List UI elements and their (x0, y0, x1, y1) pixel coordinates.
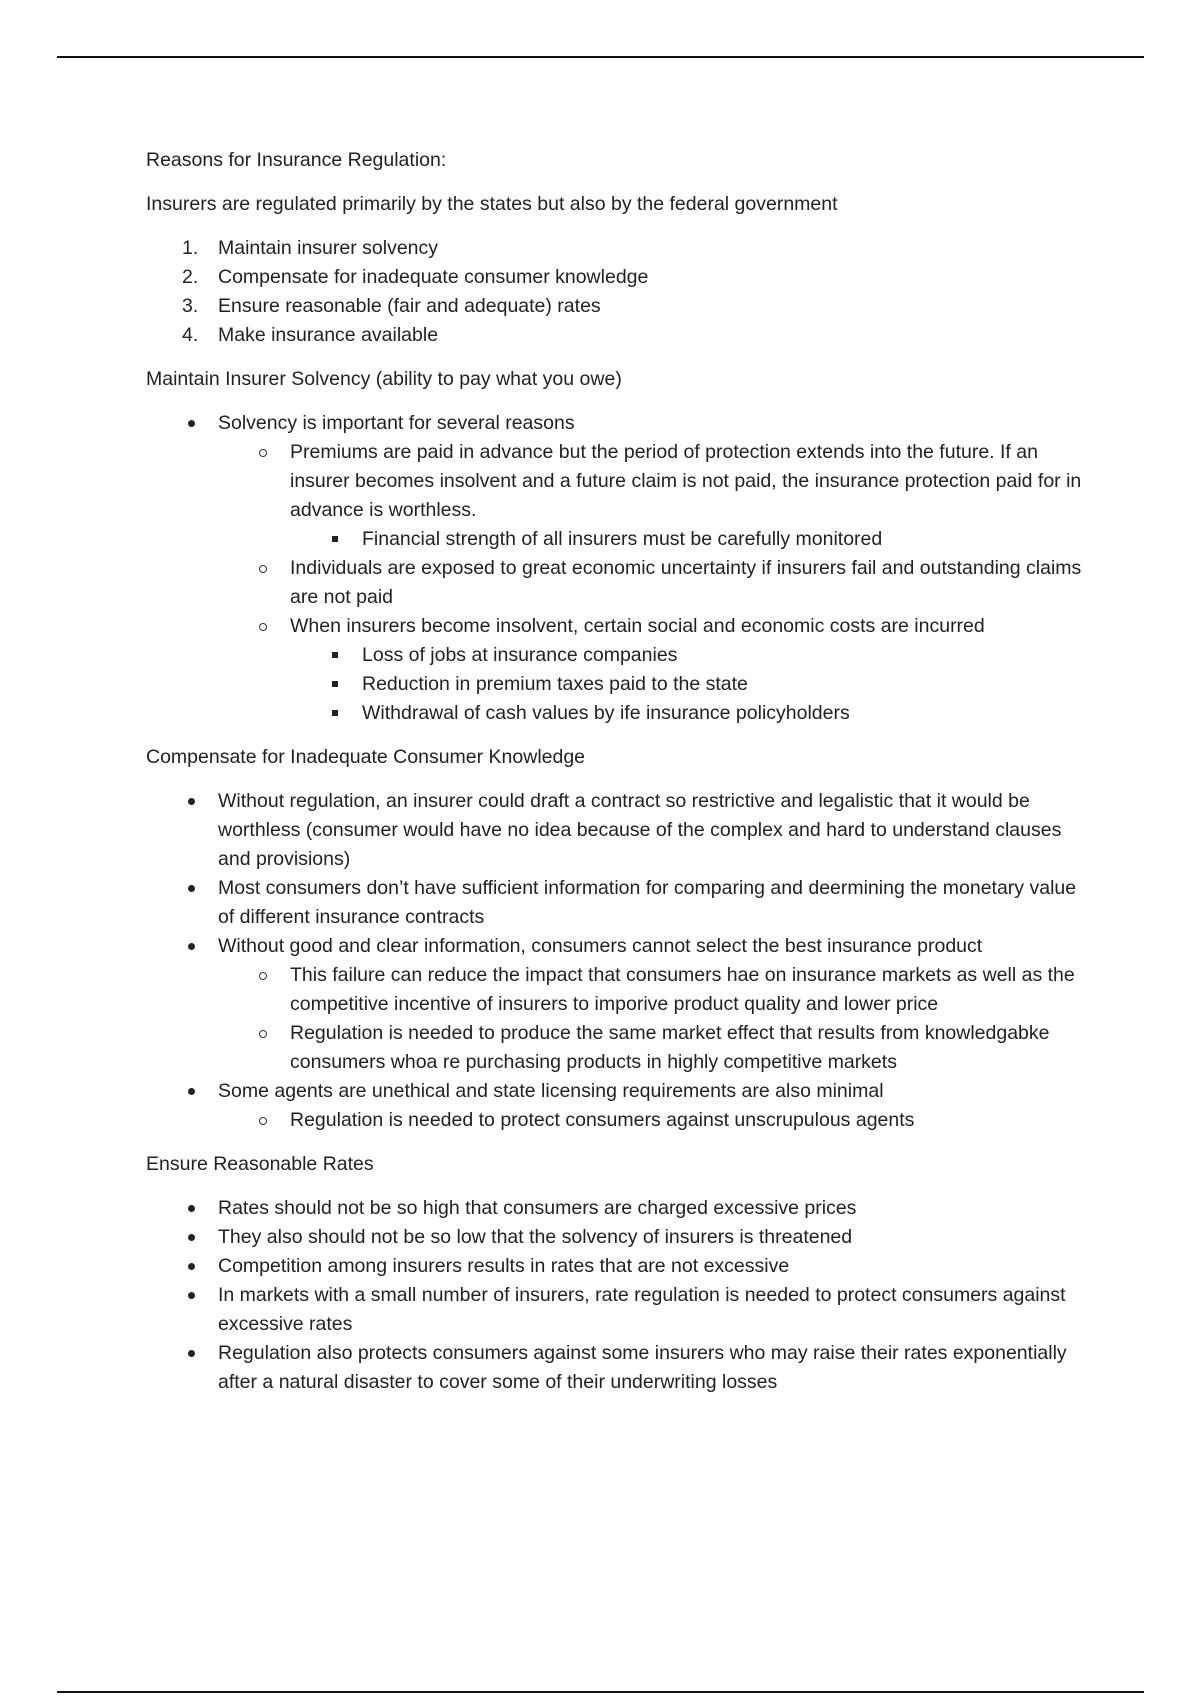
list-item-text: Regulation is needed to protect consumers against unscrupulous agents (290, 1109, 915, 1131)
list-item-text: Without good and clear information, consumers cannot select the best insurance product (218, 935, 983, 957)
list-item-text: Rates should not be so high that consumers are charged excessive prices (218, 1197, 857, 1219)
list-item-text: Ensure reasonable (fair and adequate) rates (218, 295, 601, 317)
section-heading-knowledge: Compensate for Inadequate Consumer Knowledge (146, 746, 586, 768)
list-item (290, 641, 1086, 670)
list-item-text: Maintain insurer solvency (218, 237, 439, 259)
list-item (218, 961, 1086, 1019)
list-item-text: Compensate for inadequate consumer knowledge (218, 266, 649, 288)
list-item (290, 525, 1086, 554)
list-item-text: Solvency is important for several reasons (218, 412, 575, 434)
list-item-text: Some agents are unethical and state licensing requirements are also minimal (218, 1080, 884, 1102)
bottom-rule (57, 1691, 1144, 1693)
list-item-text: This failure can reduce the impact that consumers hae on insurance markets as well as the competitive incentive of insurers to imporive product quality and lower price (290, 964, 1075, 1015)
list-number: 4. (182, 324, 199, 346)
top-rule (57, 56, 1144, 58)
list-item-text: Premiums are paid in advance but the period of protection extends into the future. If an insurer becomes insolvent and a future claim is not paid, the insurance protection paid for in advance is worthless. (290, 441, 1082, 521)
rates-list (146, 1194, 1086, 1397)
solvency-list (146, 409, 1086, 728)
list-item (146, 1252, 1086, 1281)
list-item (146, 234, 1086, 263)
list-item (218, 1019, 1086, 1077)
list-number: 1. (182, 237, 199, 259)
list-item-text: When insurers become insolvent, certain social and economic costs are incurred (290, 615, 985, 637)
list-item (218, 612, 1086, 728)
list-item (146, 292, 1086, 321)
sub-sub-list (290, 641, 1086, 728)
sub-sub-list (290, 525, 1086, 554)
list-item (146, 932, 1086, 1077)
list-item (146, 409, 1086, 728)
list-item-text: Reduction in premium taxes paid to the state (362, 673, 748, 695)
list-item (146, 1077, 1086, 1135)
list-item-text: Competition among insurers results in rates that are not excessive (218, 1255, 790, 1277)
list-item (290, 670, 1086, 699)
sub-list (218, 438, 1086, 728)
sub-list (218, 1106, 1086, 1135)
list-item-text: They also should not be so low that the solvency of insurers is threatened (218, 1226, 853, 1248)
list-item-text: Financial strength of all insurers must be carefully monitored (362, 528, 883, 550)
list-item (146, 1194, 1086, 1223)
list-item-text: In markets with a small number of insurers, rate regulation is needed to protect consumers against excessive rates (218, 1284, 1066, 1335)
section-heading-solvency: Maintain Insurer Solvency (ability to pay what you owe) (146, 368, 622, 390)
page-title: Reasons for Insurance Regulation: (146, 149, 447, 171)
knowledge-list (146, 787, 1086, 1135)
list-item-text: Individuals are exposed to great economic uncertainty if insurers fail and outstanding claims are not paid (290, 557, 1082, 608)
list-item (290, 699, 1086, 728)
list-item (146, 1223, 1086, 1252)
list-item (218, 1106, 1086, 1135)
section-heading-rates: Ensure Reasonable Rates (146, 1153, 374, 1175)
list-item (146, 874, 1086, 932)
list-item (146, 321, 1086, 350)
list-number: 2. (182, 266, 199, 288)
list-item (218, 554, 1086, 612)
list-item-text: Loss of jobs at insurance companies (362, 644, 678, 666)
list-number: 3. (182, 295, 199, 317)
list-item-text: Regulation is needed to produce the same market effect that results from knowledgabke consumers whoa re purchasing products in highly competitive markets (290, 1022, 1050, 1073)
list-item-text: Regulation also protects consumers against some insurers who may raise their rates exponentially after a natural disaster to cover some of their underwriting losses (218, 1342, 1067, 1393)
list-item-text: Without regulation, an insurer could draft a contract so restrictive and legalistic that it would be worthless (consumer would have no idea because of the complex and hard to understand clauses and provisions) (218, 790, 1062, 870)
list-item-text: Withdrawal of cash values by ife insurance policyholders (362, 702, 850, 724)
list-item (146, 1281, 1086, 1339)
list-item (146, 263, 1086, 292)
sub-list (218, 961, 1086, 1077)
list-item (218, 438, 1086, 554)
document-body (146, 146, 1086, 1412)
list-item (146, 1339, 1086, 1397)
intro-paragraph: Insurers are regulated primarily by the states but also by the federal government (146, 193, 838, 215)
reasons-list (146, 234, 1086, 350)
list-item-text: Most consumers don’t have sufficient information for comparing and deermining the monetary value of different insurance contracts (218, 877, 1077, 928)
list-item (146, 787, 1086, 874)
list-item-text: Make insurance available (218, 324, 439, 346)
